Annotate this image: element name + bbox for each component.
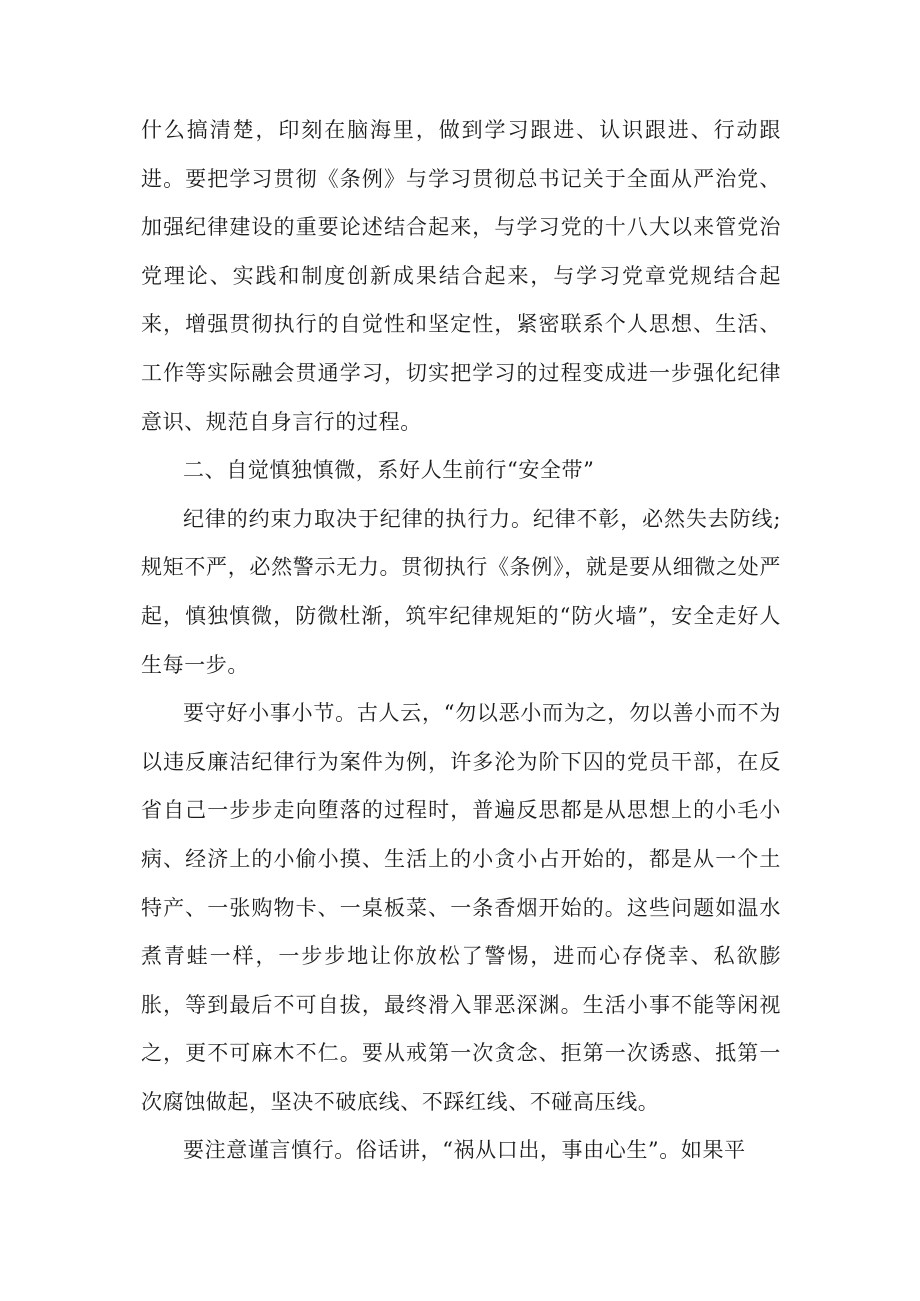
paragraph-discipline-enforcement: 纪律的约束力取决于纪律的执行力。纪律不彰，必然失去防线;规矩不严，必然警示无力。贯彻执行《条例》，就是要从细微之处严起，慎独慎微，防微杜渐，筑牢纪律规矩的“防火墙”，安全走好人生每一步。 xyxy=(141,506,782,677)
section-heading-self-discipline: 二、自觉慎独慎微，系好人生前行“安全带” xyxy=(183,458,595,483)
paragraph-study-implementation: 什么搞清楚，印刻在脑海里，做到学习跟进、认识跟进、行动跟进。要把学习贯彻《条例》与学习贯彻总书记关于全面从严治党、加强纪律建设的重要论述结合起来，与学习党的十八大以来管党治党理论、实践和制度创新成果结合起来，与学习党章党规结合起来，增强贯彻执行的自觉性和坚定性，紧密联系个人思想、生活、工作等实际融会贯通学习，切实把学习的过程变成进一步强化纪律意识、规范自身言行的过程。 xyxy=(141,118,781,434)
paragraph-small-matters: 要守好小事小节。古人云，“勿以恶小而为之，勿以善小而不为以违反廉洁纪律行为案件为例，许多沦为阶下囚的党员干部，在反省自己一步步走向堕落的过程时，普遍反思都是从思想上的小毛小病、经济上的小偷小摸、生活上的小贪小占开始的，都是从一个土特产、一张购物卡、一桌板菜、一条香烟开始的。这些问题如温水煮青蛙一样，一步步地让你放松了警惕，进而心存侥幸、私欲膨胀，等到最后不可自拔，最终滑入罪恶深渊。生活小事不能等闲视之，更不可麻木不仁。要从戒第一次贪念、拒第一次诱惑、抵第一次腐蚀做起，坚决不破底线、不踩红线、不碰高压线。 xyxy=(141,701,781,1114)
paragraph-careful-speech: 要注意谨言慎行。俗话讲，“祸从口出，事由心生”。如果平 xyxy=(183,1138,746,1163)
document-body xyxy=(141,106,781,1175)
